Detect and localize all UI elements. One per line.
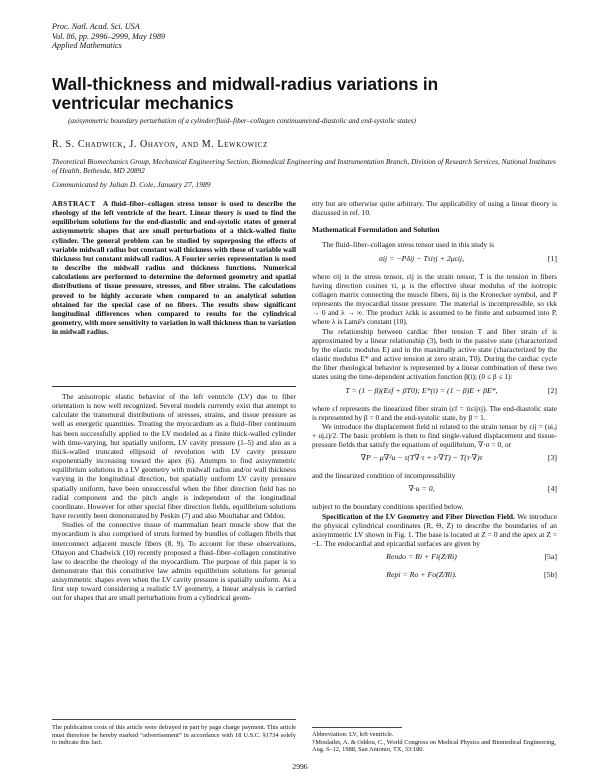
paper-title: Wall-thickness and midwall-radius variations in ventricular mechanics: [52, 74, 439, 113]
publication-cost-footnote: The publication costs of this article were defrayed in part by page charge payment. This article must therefore be hereby marked “advertisement” in accordance with 18 U.S.C. §1734 solely to indicate this fact.: [52, 724, 296, 747]
paragraph-incompressibility: and the linearized condition of incompressibility: [312, 471, 456, 481]
footnotes-right: [312, 731, 557, 754]
equation-4-expression: ∇·u = 0,: [408, 484, 435, 494]
equation-2: [312, 386, 557, 400]
paragraph-fiber-tension: The relationship between cardiac fiber tension T and fiber strain εf is approximated by a linear relationship (3), both in the passive state (characterized by the elastic modulus E) and in the maximally active state (characterized by the elastic modulus E* and active tension at zero strain, T0). During the cardiac cycle the fiber rheological behavior is represented by a linear combination of these two states using the time-dependent activation function β(t); (0 ≤ β ≤ 1):: [312, 326, 557, 382]
paper-keywords: (axisymmetric boundary perturbation of a cylinder/fluid–fiber–collagen continuum/end-diastolic and end-systolic states): [68, 117, 416, 125]
paragraph-geometry: [312, 512, 557, 549]
abbreviation-footnote: Abbreviation: LV, left ventricle.: [312, 731, 394, 738]
left-column-body: [52, 392, 296, 603]
journal-name: Proc. Natl. Acad. Sci. USA: [52, 22, 140, 31]
subsection-heading-geometry: Specification of the LV Geometry and Fiber Direction Field.: [322, 511, 515, 521]
author-affiliation: Theoretical Biomechanics Group, Mechanical Engineering Section, Biomedical Engineering and Instrumentation Branch, Division of Research Services, National Institutes of Health, Bethesda, MD 20892: [52, 157, 556, 175]
intro-paragraph-2: Studies of the connective tissue of mammalian heart muscle show that the myocardium is also comprised of struts formed by bundles of collagen fibrils that interconnect adjacent muscle fibers (8, 9). To account for these observations, Ohayon and Chadwick (10) recently proposed a fluid–fiber–collagen constitutive law to describe the rheology of the myocardium. The purpose of this paper is to demonstrate that this constitutive law admits equilibrium solutions for general axisymmetric shapes even when the LV cavity pressure is spatially uniform. As a first step toward considering a realistic LV geometry, a linear analysis is carried out for shapes that are small perturbations from a cylindrical geom-: [52, 520, 296, 603]
continuation-paragraph: etry but are otherwise quite arbitrary. The applicability of using a linear theory is discussed in ref. 10.: [312, 199, 557, 218]
equation-2-expression: T = (1 − β)(Eεf + βT0); E*(t) = (1 − β)E + βE*,: [345, 385, 498, 395]
equation-2-number: [2]: [547, 385, 557, 395]
abstract-divider: [52, 386, 296, 387]
paragraph-displacement: We introduce the displacement field ui related to the strain tensor by εij = (ui,j + uj,i)/2. The basic problem is then to find single-valued displacement and tissue-pressure fields that satisfy the equations of equilibrium, ∇·σ = 0, or: [312, 421, 557, 450]
equation-1: [312, 254, 557, 268]
equation-5a-number: [5a]: [544, 552, 557, 562]
communicated-by: Communicated by Julian D. Cole, January 27, 1989: [52, 180, 211, 189]
paragraph-stress-tensor: The fluid–fiber–collagen stress tensor used in this study is: [322, 240, 495, 250]
equation-1-expression: σij = −Pδij − Tτiτj + 2μεij,: [378, 253, 465, 263]
journal-header: [52, 22, 165, 51]
intro-paragraph-1: The anisotropic elastic behavior of the left ventricle (LV) due to fiber orientation is now well recognized. Several models currently exist that attempt to calculate the transmural distributions of stresses, strains, and tissue pressure as well as energetic quantities. Treating the myocardium as a fluid–fiber continuum has been successfully applied to the LV modeled as a finite thick-walled cylinder with time-varying, but spatially uniform, LV cavity pressure (1–5) and also as a thick-walled truncated ellipsoid of revolution with LV cavity pressure exponentially increasing toward the apex (6). Attempts to find axisymmetric equilibrium solutions in a LV geometry with midwall radius and/or wall thickness varying in the longitudinal direction, but spatially uniform LV cavity pressure spatially uniform, have been unsuccessful when the fiber direction field has no radial component and the pitch angle is independent of the longitudinal coordinate. However for other special fiber direction fields, equilibrium solutions have recently been demonstrated by Peskin (7) and also Moultahar and Oddou.: [52, 392, 296, 521]
equation-1-number: [1]: [547, 253, 557, 263]
equation-5b-expression: Repi = Ro + Fo(Z/Ri).: [386, 570, 457, 580]
footnote-divider-right: [312, 727, 402, 728]
equation-3-number: [3]: [547, 453, 557, 463]
equation-4-number: [4]: [547, 484, 557, 494]
paper-authors: R. S. Chadwick, J. Ohayon, and M. Lewkowicz: [52, 139, 268, 150]
abstract: [52, 199, 296, 336]
journal-volume: Vol. 86, pp. 2996–2999, May 1989: [52, 31, 166, 41]
equation-3-expression: ∇P − μ∇²u − τ(T∇·τ + τ·∇T) − T(τ·∇)τ: [360, 453, 483, 463]
abstract-label: ABSTRACT: [52, 199, 96, 208]
journal-section: Applied Mathematics: [52, 41, 122, 51]
paragraph-stress-definitions: where σij is the stress tensor, εij is the strain tensor, T is the tension in fibers having direction cosines τi, μ is the effective shear modulus of the isotropic collagen matrix connecting the muscle fibers, δij is the Kronecker symbol, and P represents the myocardial tissue pressure. The material is incompressible, so εkk → 0 and λ → ∞. The product λεkk is assumed to be finite and subsumed into P, where λ is Lamé's constant (10).: [312, 271, 557, 327]
paragraph-fiber-strain: where εf represents the linearized fiber strain (εf = τiεijτj). The end-diastolic state is represented by β = 0 and the end-systolic state, by β = 1.: [312, 403, 557, 422]
equation-5b: [312, 570, 557, 584]
equation-5a: [312, 552, 557, 566]
equation-3: [312, 453, 557, 467]
right-column-body: [312, 199, 557, 588]
page-number: 2996: [292, 762, 308, 771]
section-heading-formulation: Mathematical Formulation and Solution: [312, 225, 440, 235]
paragraph-geometry-text: We introduce the physical cylindrical coordinates (R, Θ, Z) to describe the boundaries of an axisymmetric LV shown in Fig. 1. The base is located at Z = 0 and the apex at Z = −L. The endocardial and epicardial surfaces are given by: [312, 511, 558, 549]
reference-footnote: †Moulatlet, A. & Oddou, C., World Congress on Medical Physics and Biomedical Engineering, Aug. 6–12, 1988, San Antonio, TX, 33:180.: [312, 738, 556, 754]
equation-4: [312, 484, 557, 498]
abstract-text: A fluid–fiber–collagen stress tensor is used to describe the rheology of the left ventricle of the heart. Linear theory is used to find the equilibrium solutions for the end-diastolic and end-systolic states of general axisymmetric shapes that are small perturbations of a thick-walled finite cylinder. The general problem can be studied by superposing the effects of variable midwall radius but constant wall thickness with those of variable wall thickness but constant midwall radius. A Fourier series representation is used to describe the midwall radius and thickness functions. Numerical calculations are performed to determine the deformed geometry and spatial distributions of tissue pressure, stresses, and fiber strains. The calculations proved to be highly accurate when compared to an analytical solution obtained for the special case of no fibers. The results show significant longitudinal differences when compared to results for the cylindrical geometry, with more sensitivity to variation in wall thickness than to variation in midwall radius.: [52, 199, 296, 337]
equation-5b-number: [5b]: [544, 570, 557, 580]
paragraph-boundary-conditions: subject to the boundary conditions specified below.: [312, 502, 464, 512]
equation-5a-expression: Rendo = Ri + Fi(Z/Ri): [386, 552, 457, 562]
footnote-divider-left: [52, 719, 296, 720]
